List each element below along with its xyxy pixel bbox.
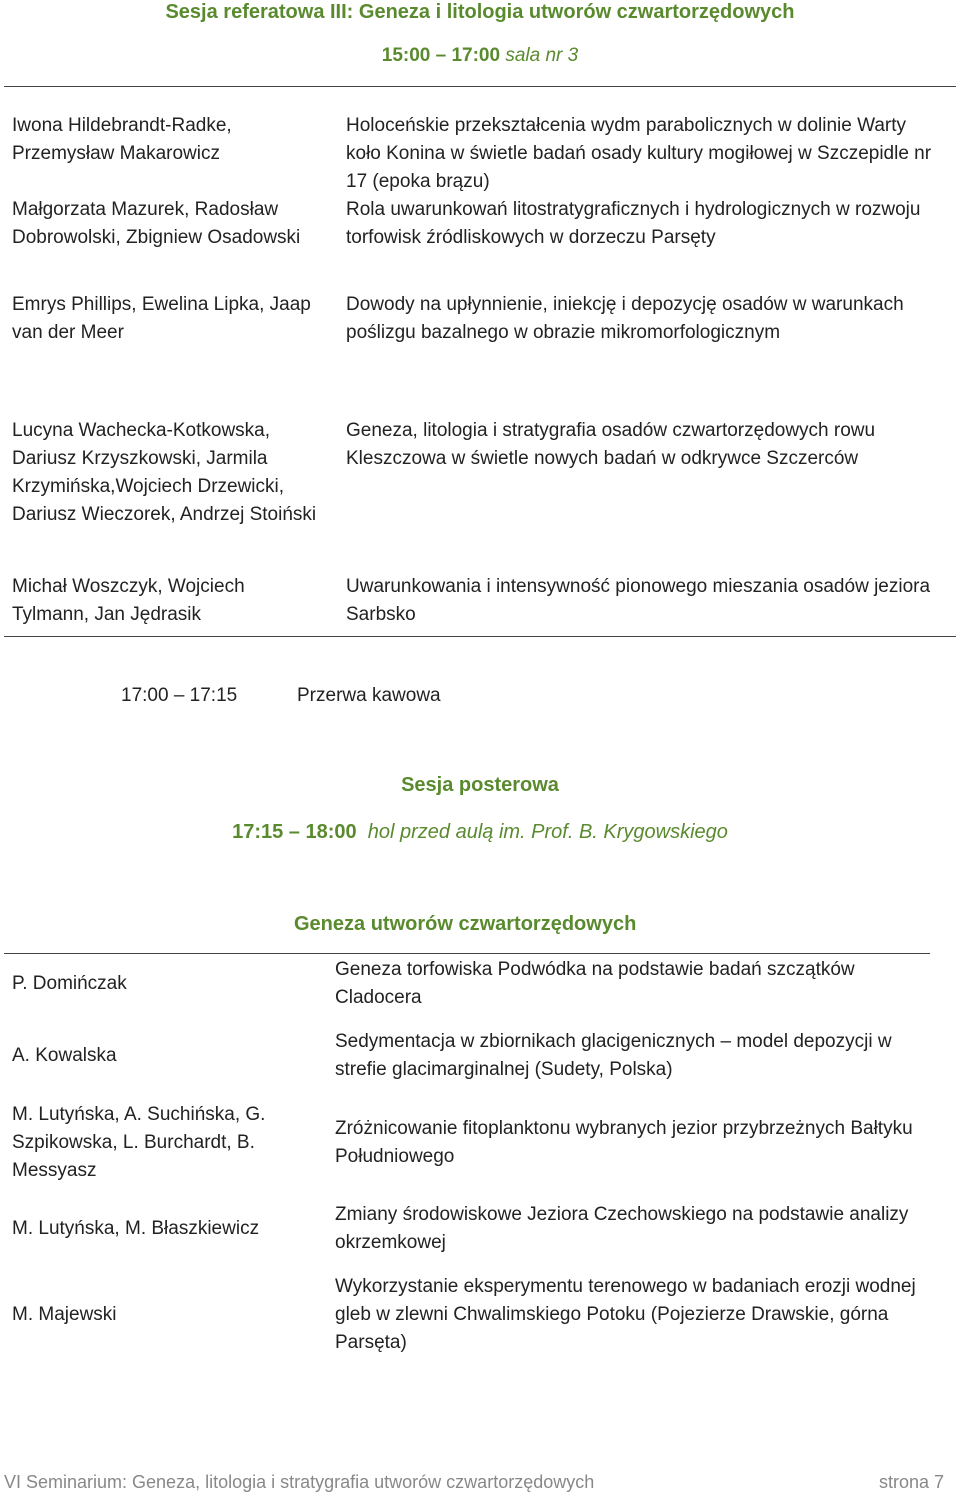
talk-4-title: Geneza, litologia i stratygrafia osadów czwartorzędowych rowu Kleszczowa w świetle nowych badań w odkrywce Szczerców [346, 420, 876, 469]
poster-section-rule [4, 953, 930, 954]
poster-1-title: Geneza torfowiska Podwódka na podstawie badań szczątków Cladocera [335, 959, 855, 1008]
talk-3-title: Dowody na upłynnienie, iniekcję i depozycję osadów w warunkach poślizgu bazalnego w obrazie mikromorfologicznym [346, 294, 904, 343]
session-time-range: 15:00 – 17:00 [381, 45, 501, 66]
session-time [0, 42, 960, 70]
break-time: 17:00 – 17:15 [121, 685, 238, 706]
poster-3-authors: M. Lutyńska, A. Suchińska, G. Szpikowska, L. Burchardt, B. Messyasz [12, 1104, 266, 1181]
poster-2-authors: A. Kowalska [12, 1045, 117, 1066]
footer-text: VI Seminarium: Geneza, litologia i stratygrafia utworów czwartorzędowych [4, 1472, 595, 1492]
talk-2-title: Rola uwarunkowań litostratygraficznych i hydrologicznych w rozwoju torfowisk źródliskowych w dorzeczu Parsęty [346, 199, 921, 248]
session-title: Sesja referatowa III: Geneza i litologia utworów czwartorzędowych [165, 1, 795, 23]
talk-5-title: Uwarunkowania i intensywność pionowego mieszania osadów jeziora Sarbsko [346, 576, 931, 625]
page-number: strona 7 [878, 1472, 944, 1492]
poster-5-authors: M. Majewski [12, 1304, 117, 1325]
talk-1-title: Holoceńskie przekształcenia wydm parabolicznych w dolinie Warty koło Konina w świetle badań osady kultury mogiłowej w Szczepidle nr 17 (epoka brązu) [346, 115, 932, 192]
talk-4-authors: Lucyna Wachecka-Kotkowska, Dariusz Krzyszkowski, Jarmila Krzymińska,Wojciech Drzewicki, Dariusz Wieczorek, Andrzej Stoiński [12, 420, 317, 525]
session-place: sala nr 3 [505, 45, 579, 66]
break-label: Przerwa kawowa [297, 685, 441, 706]
poster-5-title: Wykorzystanie eksperymentu terenowego w badaniach erozji wodnej gleb w zlewni Chwalimskiego Potoku (Pojezierze Drawskie, górna Parsęta) [335, 1276, 916, 1353]
poster-3-title: Zróżnicowanie fitoplanktonu wybranych jezior przybrzeżnych Bałtyku Południowego [335, 1118, 913, 1167]
poster-session-title: Sesja posterowa [401, 774, 559, 796]
talk-2-authors: Małgorzata Mazurek, Radosław Dobrowolski, Zbigniew Osadowski [12, 199, 301, 248]
poster-4-authors: M. Lutyńska, M. Błaszkiewicz [12, 1218, 260, 1239]
poster-section-title: Geneza utworów czwartorzędowych [294, 913, 637, 935]
page-footer [4, 1468, 944, 1496]
session-top-rule [4, 86, 956, 87]
poster-session-time [0, 818, 960, 846]
talk-5-authors: Michał Woszczyk, Wojciech Tylmann, Jan Jędrasik [12, 576, 245, 625]
poster-2-title: Sedymentacja w zbiornikach glacigenicznych – model depozycji w strefie glacimarginalnej (Sudety, Polska) [335, 1031, 892, 1080]
poster-4-title: Zmiany środowiskowe Jeziora Czechowskiego na podstawie analizy okrzemkowej [335, 1204, 909, 1253]
session-bottom-rule [4, 636, 956, 637]
poster-time-range: 17:15 – 18:00 [232, 821, 357, 843]
talk-1-authors: Iwona Hildebrandt-Radke, Przemysław Makarowicz [12, 115, 232, 164]
poster-place: hol przed aulą im. Prof. B. Krygowskiego [367, 821, 728, 843]
poster-1-authors: P. Domińczak [12, 973, 127, 994]
talk-3-authors: Emrys Phillips, Ewelina Lipka, Jaap van der Meer [12, 294, 311, 343]
